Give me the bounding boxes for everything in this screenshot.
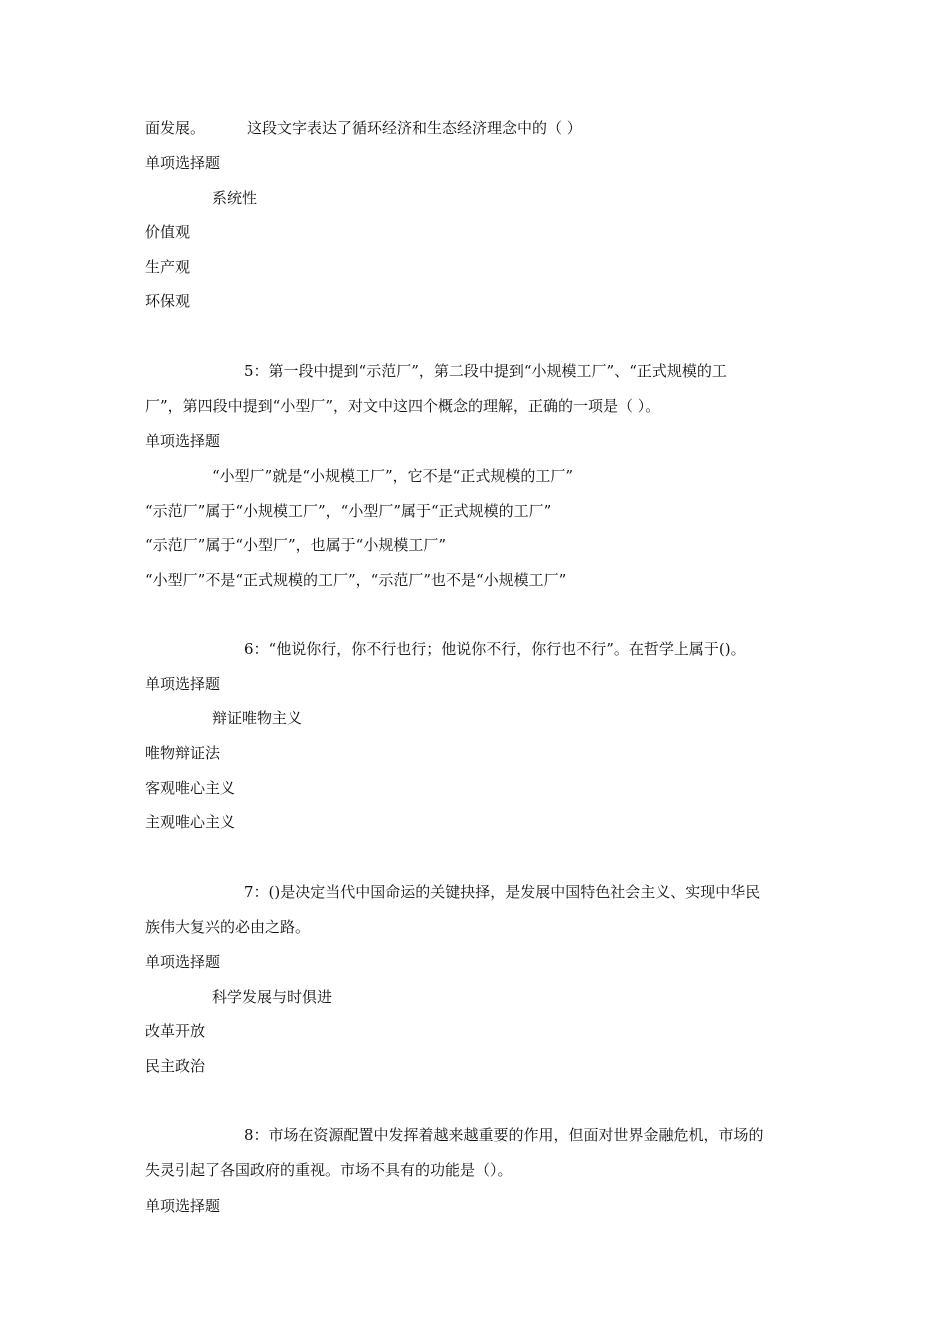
q6-type-label: 单项选择题 [145,675,221,693]
option-d: 环保观 [145,292,191,310]
q6-option-a: 辩证唯物主义 [212,709,303,727]
q7-text-line1: 7：()是决定当代中国命运的关键抉择，是发展中国特色社会主义、实现中华民 [244,883,761,901]
option-a: 系统性 [212,189,258,207]
intro-line-start: 面发展。 [145,119,206,137]
q7-option-a: 科学发展与时俱进 [212,988,333,1006]
q5-option-d: “小型厂”不是“正式规模的工厂”，“示范厂”也不是“小规模工厂” [145,571,567,589]
q8-type-label: 单项选择题 [145,1197,221,1215]
q5-text-line1: 5：第一段中提到“示范厂”，第二段中提到“小规模工厂”、“正式规模的工 [244,362,727,380]
intro-question-line [145,118,582,138]
q5-type-label: 单项选择题 [145,432,221,450]
q6-option-b: 唯物辩证法 [145,744,221,762]
q6-option-c: 客观唯心主义 [145,779,236,797]
q5-text-line2: 厂”，第四段中提到“小型厂”，对文中这四个概念的理解，正确的一项是（ ）。 [145,397,661,415]
q7-type-label: 单项选择题 [145,953,221,971]
option-c: 生产观 [145,258,191,276]
question-type-label: 单项选择题 [145,154,221,172]
q5-option-c: “示范厂”属于“小型厂”，也属于“小规模工厂” [145,536,447,554]
q8-text-line1: 8：市场在资源配置中发挥着越来越重要的作用，但面对世界金融危机，市场的 [244,1126,764,1144]
q7-option-c: 民主政治 [145,1057,206,1075]
intro-line-rest: 这段文字表达了循环经济和生态经济理念中的（ ） [247,119,582,137]
q6-option-d: 主观唯心主义 [145,813,236,831]
q8-text-line2: 失灵引起了各国政府的重视。市场不具有的功能是（）。 [145,1161,513,1179]
q7-text-line2: 族伟大复兴的必由之路。 [145,918,311,936]
q5-option-a: “小型厂”就是“小规模工厂”，它不是“正式规模的工厂” [212,467,574,485]
q7-option-b: 改革开放 [145,1022,206,1040]
option-b: 价值观 [145,223,191,241]
q6-text-line1: 6：“他说你行，你不行也行；他说你不行，你行也不行”。在哲学上属于()。 [244,640,746,658]
q5-option-b: “示范厂”属于“小规模工厂”，“小型厂”属于“正式规模的工厂” [145,502,552,520]
